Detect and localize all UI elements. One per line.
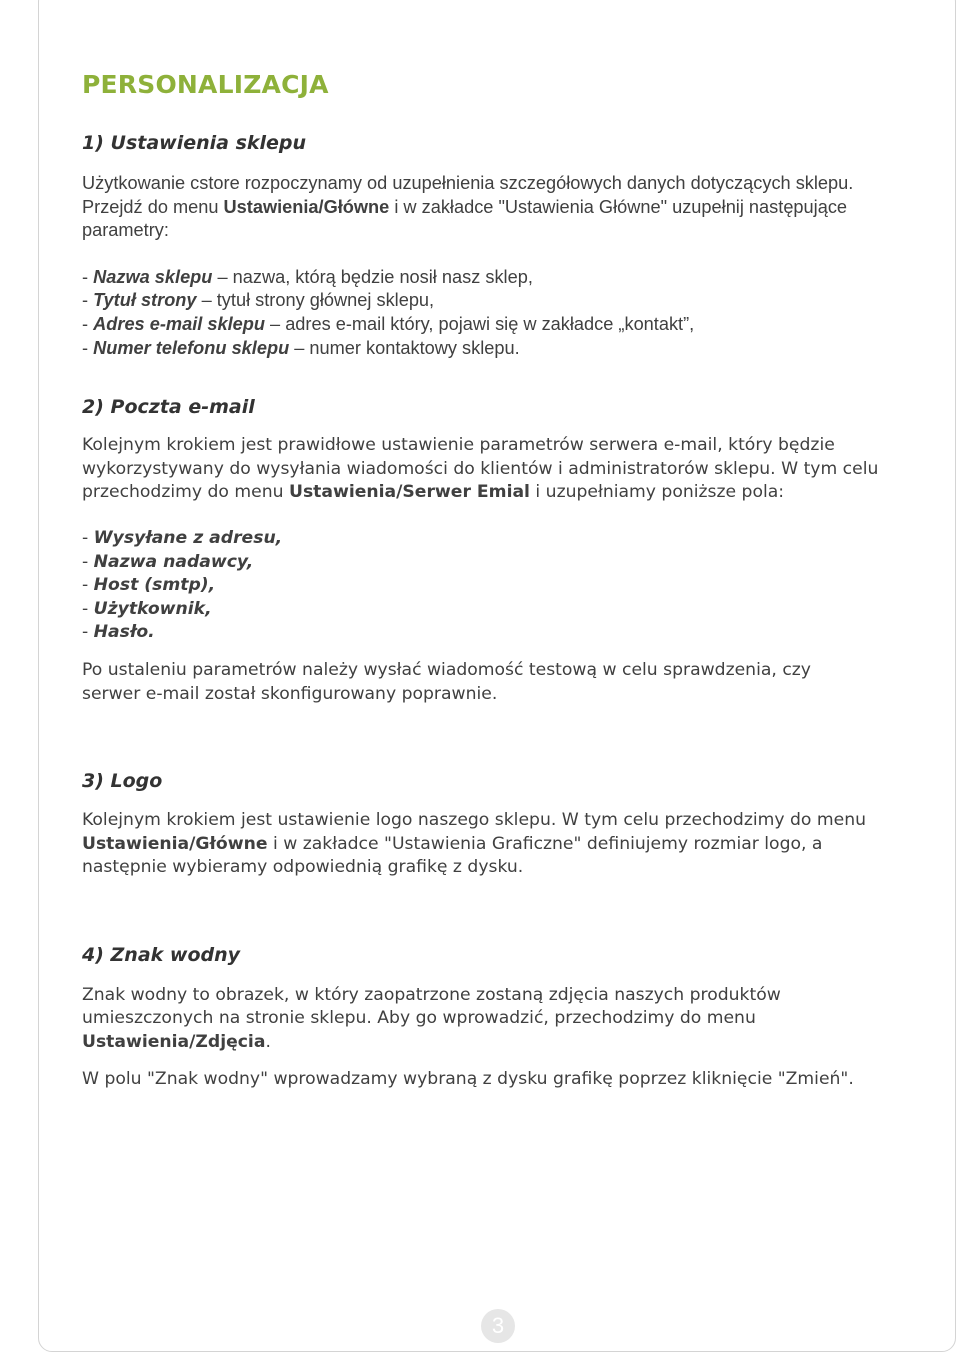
list-item-term: Host (smtp), xyxy=(93,575,216,596)
list-item-term: Użytkownik, xyxy=(93,598,212,619)
section-4-heading: 4) Znak wodny xyxy=(82,943,241,966)
list-item xyxy=(82,289,912,313)
section-1-intro-text-2: i w zakładce "Ustawienia Główne" uzupełnij następujące parametry: xyxy=(82,196,848,241)
list-item-description: – numer kontaktowy sklepu. xyxy=(289,337,520,358)
list-item-term: Nazwa sklepu xyxy=(93,266,213,287)
list-item xyxy=(82,337,912,361)
list-item-bullet: - xyxy=(82,575,94,596)
section-2-text-2: i uzupełniamy poniższe pola: xyxy=(529,482,785,503)
section-3-text: Kolejnym krokiem jest ustawienie logo naszego sklepu. W tym celu przechodzimy do menu xyxy=(82,810,867,831)
list-item xyxy=(82,527,912,551)
list-item-bullet: - xyxy=(82,337,94,358)
section-3-menu-path: Ustawienia/Główne xyxy=(82,833,268,854)
section-2-closing: Po ustaleniu parametrów należy wysłać wiadomość testową w celu sprawdzenia, czy serwer e-mail został skonfigurowany poprawnie. xyxy=(82,659,811,704)
list-item-bullet: - xyxy=(82,527,94,548)
list-item-description: – nazwa, którą będzie nosił nasz sklep, xyxy=(212,266,533,287)
list-item-bullet: - xyxy=(82,598,94,619)
list-item-term: Wysyłane z adresu, xyxy=(93,527,283,548)
list-item-bullet: - xyxy=(82,622,94,643)
list-item-term: Numer telefonu sklepu xyxy=(93,337,290,358)
section-2-heading: 2) Poczta e-mail xyxy=(82,396,255,419)
list-item-description: – adres e-mail który, pojawi się w zakładce „kontakt”, xyxy=(264,313,695,334)
list-item-bullet: - xyxy=(82,290,94,311)
page-number-badge: 3 xyxy=(481,1309,515,1343)
document-content xyxy=(82,70,912,1091)
section-1-intro xyxy=(82,172,892,243)
section-4-text: Znak wodny to obrazek, w który zaopatrzone zostaną zdjęcia naszych produktów umieszczonych na stronie sklepu. Aby go wprowadzić, przechodzimy do menu xyxy=(82,984,781,1029)
section-1-intro-text: Użytkowanie cstore rozpoczynamy od uzupełnienia szczegółowych danych dotyczących sklepu. Przejdź do menu xyxy=(82,173,854,217)
list-item-term: Tytuł strony xyxy=(93,290,197,311)
list-item-bullet: - xyxy=(82,266,94,287)
section-4-text-2: . xyxy=(265,1032,271,1053)
section-3-text-2: i w zakładce "Ustawienia Graficzne" definiujemy rozmiar logo, a następnie wybieramy odpowiednią grafikę z dysku. xyxy=(82,833,823,878)
list-item-term: Adres e-mail sklepu xyxy=(93,313,265,334)
list-item-term: Nazwa nadawcy, xyxy=(93,551,254,572)
list-item-description: – tytuł strony głównej sklepu, xyxy=(196,290,435,311)
section-3-heading: 3) Logo xyxy=(82,770,163,793)
section-4-instruction: W polu "Znak wodny" wprowadzamy wybraną z dysku grafikę poprzez kliknięcie "Zmień". xyxy=(82,1068,854,1089)
list-item xyxy=(82,266,912,290)
section-3-paragraph xyxy=(82,809,912,880)
section-1-menu-path: Ustawienia/Główne xyxy=(223,196,390,217)
list-item xyxy=(82,551,912,575)
page-title: PERSONALIZACJA xyxy=(82,70,329,99)
section-4-paragraph xyxy=(82,984,842,1055)
section-2-paragraph xyxy=(82,434,912,505)
list-item xyxy=(82,598,912,622)
section-4-menu-path: Ustawienia/Zdjęcia xyxy=(82,1032,266,1053)
list-item xyxy=(82,574,912,598)
list-item-bullet: - xyxy=(82,551,94,572)
section-1-heading: 1) Ustawienia sklepu xyxy=(82,132,307,154)
list-item xyxy=(82,621,912,645)
section-2-text: Kolejnym krokiem jest prawidłowe ustawienie parametrów serwera e-mail, który będzie wykorzystywany do wysyłania wiadomości do klientów i administratorów sklepu. W tym celu przechodzimy do menu xyxy=(82,435,879,503)
section-2-field-list xyxy=(82,527,912,645)
list-item-bullet: - xyxy=(82,313,94,334)
list-item xyxy=(82,313,912,337)
section-2-menu-path: Ustawienia/Serwer Emial xyxy=(288,482,530,503)
section-1-parameter-list xyxy=(82,266,912,360)
list-item-term: Hasło. xyxy=(93,622,155,643)
